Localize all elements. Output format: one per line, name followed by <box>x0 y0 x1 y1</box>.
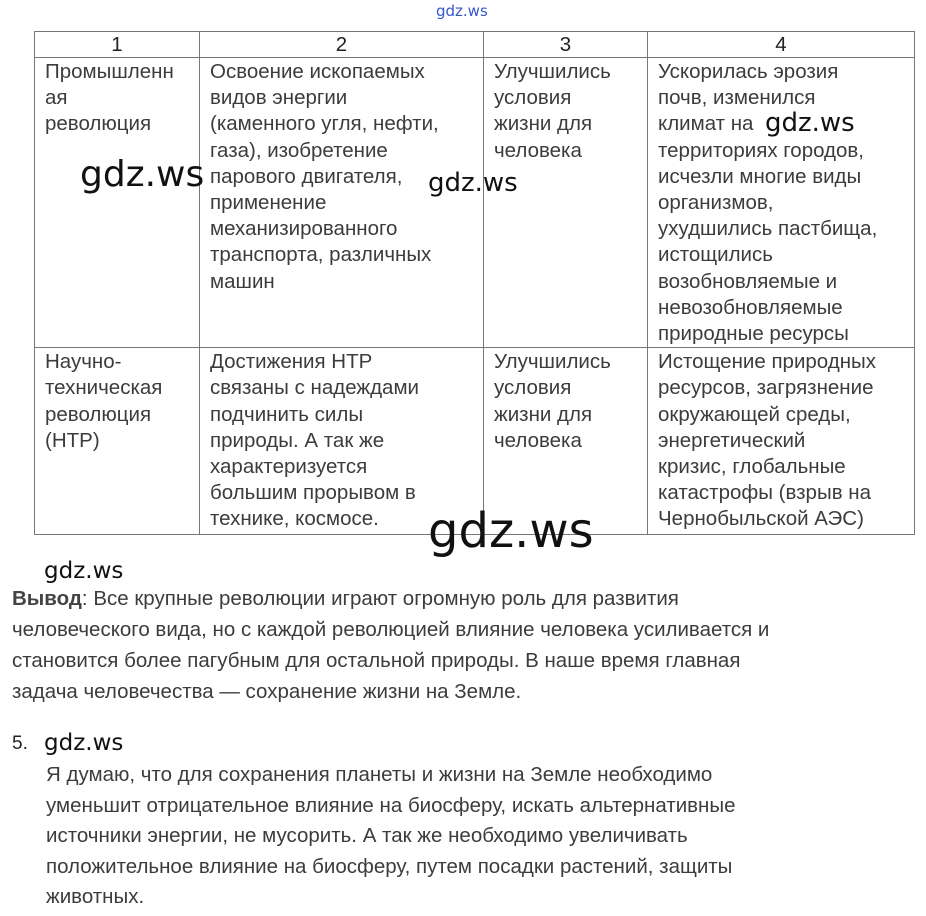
watermark: gdz.ws <box>428 168 518 198</box>
conclusion-text: : Все крупные революции играют огромную роль для развития человеческого вида, но с каждой революцией влияние человека усиливается и становится более пагубным для остальной природы. В наше время главная задача человечества — сохранение жизни на Земле. <box>12 587 770 703</box>
conclusion-paragraph <box>12 583 912 707</box>
table-cell <box>648 348 915 535</box>
table-cell <box>648 58 915 348</box>
question-number: 5. <box>12 733 28 754</box>
question-5-answer: Я думаю, что для сохранения планеты и жизни на Земле необходимо уменьшит отрицательное влияние на биосферу, искать альтернативные источники энергии, не мусорить. А так же необходимо увеличивать положительное влияние на биосферу, путем посадки растений, защиты животных. <box>46 763 736 908</box>
negative-effects: Истощение природных ресурсов, загрязнение окружающей среды, энергетический кризис, глобальные катастрофы (взрыв на Чернобыльской АЭС) <box>658 350 877 531</box>
revolution-name: Промышленн ая революция <box>45 60 174 136</box>
conclusion-label: Вывод <box>12 587 82 610</box>
table-cell <box>484 58 648 348</box>
table-row <box>35 58 915 348</box>
watermark: gdz.ws <box>428 503 594 559</box>
table-header-row <box>35 32 915 58</box>
watermark: gdz.ws <box>80 154 205 195</box>
column-header-1: 1 <box>35 32 200 58</box>
revolution-features: Достижения НТР связаны с надеждами подчинить силы природы. А так же характеризуется большим прорывом в технике, космосе. <box>210 350 419 531</box>
watermark: gdz.ws <box>44 730 124 756</box>
watermark: gdz.ws <box>765 108 855 138</box>
column-header-4: 4 <box>648 32 915 58</box>
revolution-name: Научно- техническая революция (НТР) <box>45 350 163 452</box>
revolutions-table <box>34 31 915 535</box>
positive-effects: Улучшились условия жизни для человека <box>494 350 611 452</box>
table-cell <box>35 58 200 348</box>
watermark: gdz.ws <box>44 558 124 584</box>
negative-effects: Ускорилась эрозия почв, изменился климат на территориях городов, исчезли многие виды организмов, ухудшились пастбища, истощились возобновляемые и невозобновляемые природные ресурсы <box>658 60 878 346</box>
revolution-features: Освоение ископаемых видов энергии (каменного угля, нефти, газа), изобретение парового двигателя, применение механизированного транспорта, различных машин <box>210 60 439 293</box>
column-header-3: 3 <box>484 32 648 58</box>
positive-effects: Улучшились условия жизни для человека <box>494 60 611 162</box>
watermark-top-link[interactable]: gdz.ws <box>436 2 488 20</box>
table-cell <box>35 348 200 535</box>
table-cell <box>200 58 484 348</box>
column-header-2: 2 <box>200 32 484 58</box>
